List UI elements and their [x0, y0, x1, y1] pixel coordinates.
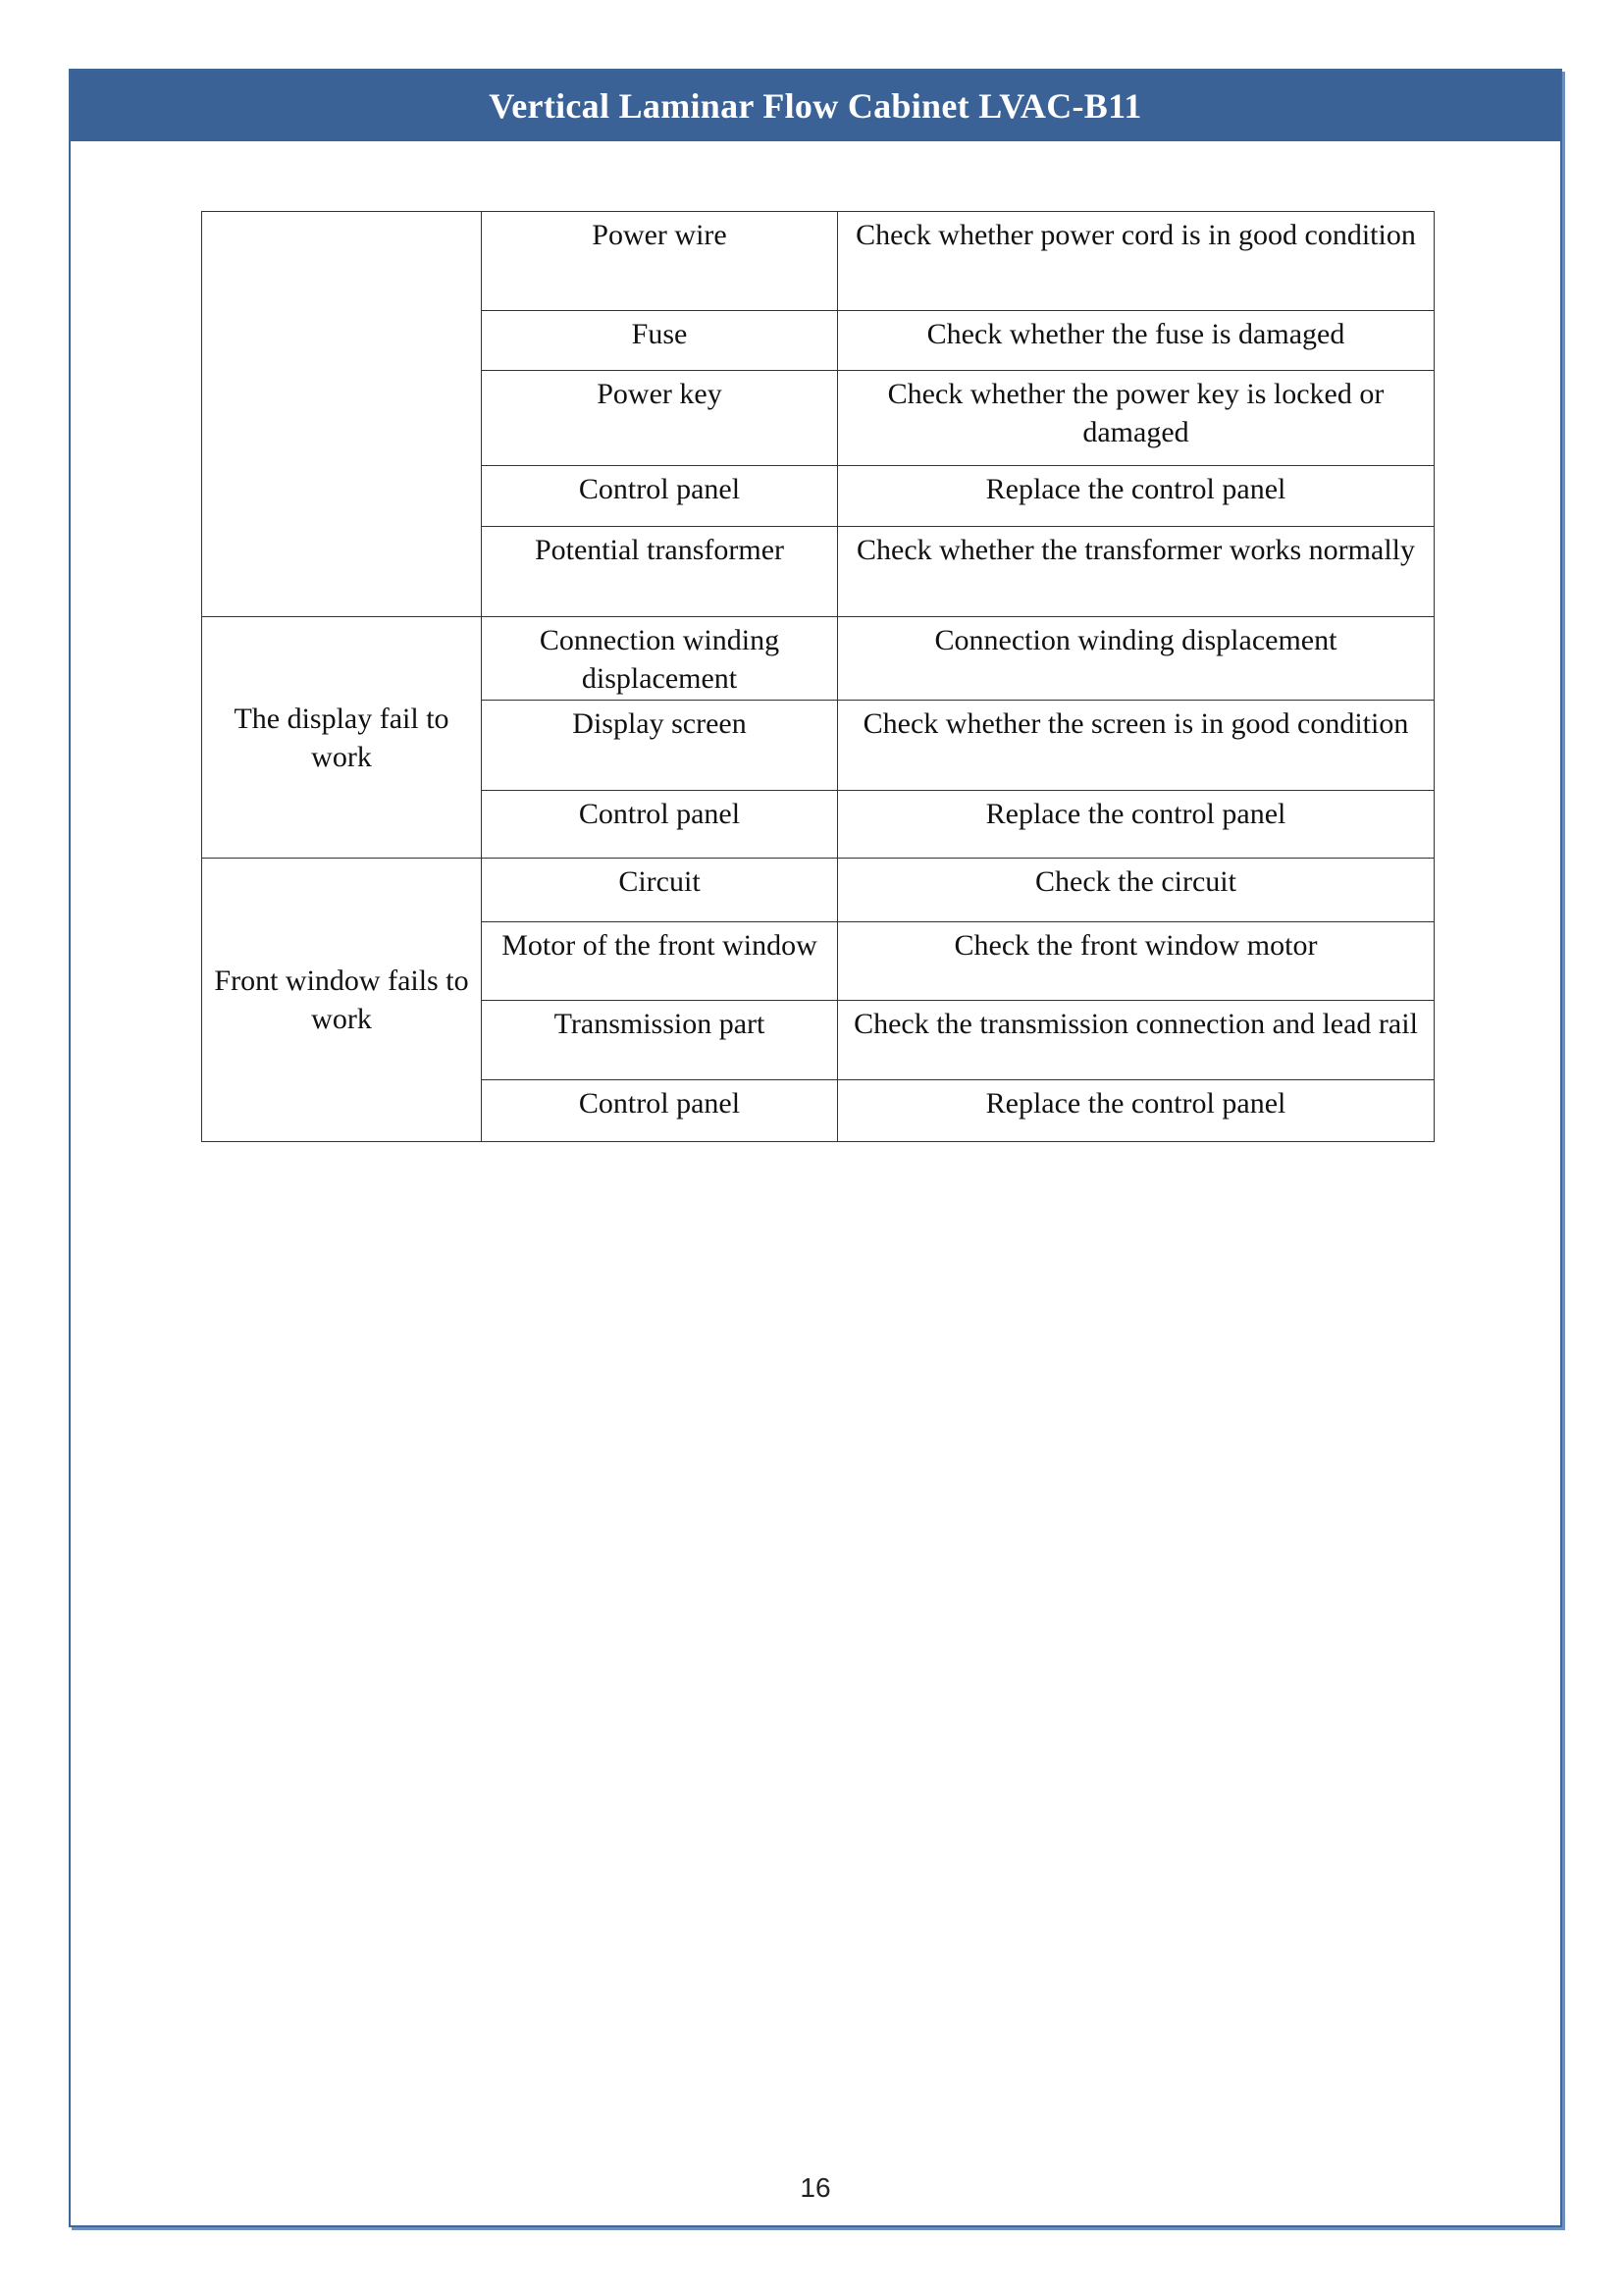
- part-cell: Connection winding displacement: [482, 617, 838, 701]
- action-cell: Replace the control panel: [838, 1080, 1435, 1142]
- document-title: Vertical Laminar Flow Cabinet LVAC-B11: [489, 86, 1142, 126]
- part-cell: Fuse: [482, 311, 838, 371]
- table-row: [202, 617, 1435, 701]
- table-row: [202, 212, 1435, 311]
- part-cell: Power wire: [482, 212, 838, 311]
- action-cell: Connection winding displacement: [838, 617, 1435, 701]
- action-cell: Check the circuit: [838, 859, 1435, 922]
- part-cell: Potential transformer: [482, 527, 838, 617]
- fault-cell: Front window fails to work: [202, 859, 482, 1142]
- table-row: [202, 859, 1435, 922]
- action-cell: Check the front window motor: [838, 922, 1435, 1001]
- part-cell: Transmission part: [482, 1001, 838, 1080]
- fault-cell: [202, 212, 482, 617]
- part-cell: Circuit: [482, 859, 838, 922]
- part-cell: Control panel: [482, 466, 838, 527]
- action-cell: Check whether the screen is in good condition: [838, 701, 1435, 791]
- part-cell: Power key: [482, 371, 838, 466]
- action-cell: Check whether power cord is in good condition: [838, 212, 1435, 311]
- action-cell: Replace the control panel: [838, 466, 1435, 527]
- action-cell: Check whether the power key is locked or damaged: [838, 371, 1435, 466]
- action-cell: Check the transmission connection and lead rail: [838, 1001, 1435, 1080]
- header-bar: [71, 71, 1560, 141]
- part-cell: Control panel: [482, 1080, 838, 1142]
- action-cell: Check whether the transformer works normally: [838, 527, 1435, 617]
- part-cell: Motor of the front window: [482, 922, 838, 1001]
- troubleshooting-table: [201, 211, 1435, 1142]
- action-cell: Replace the control panel: [838, 791, 1435, 859]
- part-cell: Control panel: [482, 791, 838, 859]
- page-number: 16: [800, 2172, 831, 2203]
- fault-cell: The display fail to work: [202, 617, 482, 859]
- action-cell: Check whether the fuse is damaged: [838, 311, 1435, 371]
- page-frame: [69, 69, 1562, 2227]
- part-cell: Display screen: [482, 701, 838, 791]
